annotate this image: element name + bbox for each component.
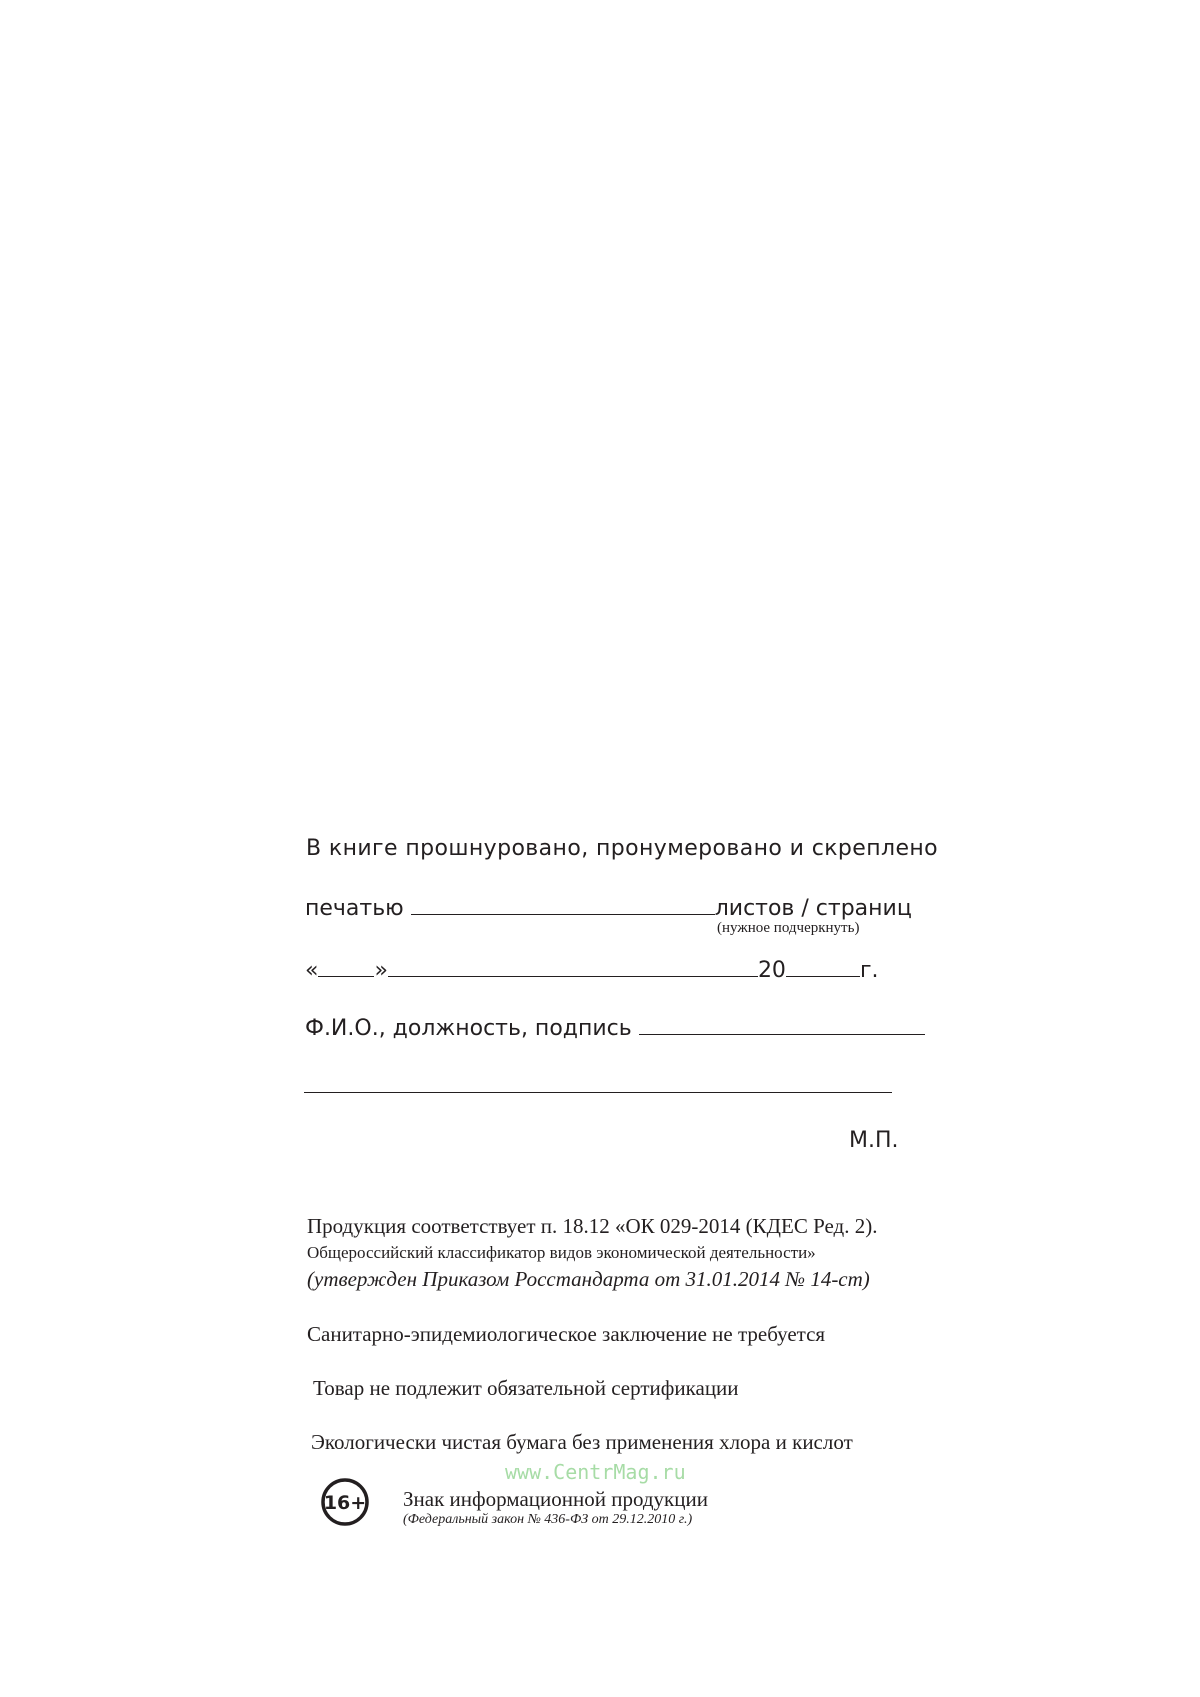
website-watermark: www.CentrMag.ru (505, 1460, 686, 1484)
date-close-quote: » (374, 958, 388, 983)
compliance-line-3: (утвержден Приказом Росстандарта от 31.01.2014 № 14-ст) (307, 1267, 870, 1291)
signature-line (305, 1012, 925, 1041)
stamp-place-label: М.П. (849, 1128, 899, 1153)
age-rating-badge-icon (320, 1477, 370, 1527)
info-product-sign-label: Знак информационной продукции (403, 1487, 708, 1511)
month-blank (388, 954, 758, 977)
seal-pages-line (305, 892, 912, 921)
compliance-line-1: Продукция соответствует п. 18.12 «ОК 029-2014 (КДЕС Ред. 2). (307, 1214, 878, 1238)
law-reference: (Федеральный закон № 436-ФЗ от 29.12.2010 г.) (403, 1512, 693, 1527)
day-blank (318, 954, 374, 977)
year-prefix: 20 (757, 958, 786, 983)
signature-label: Ф.И.О., должность, подпись (305, 1016, 632, 1041)
ecology-note: Экологически чистая бумага без применения хлора и кислот (311, 1430, 853, 1454)
year-suffix: г. (859, 958, 879, 983)
certification-note: Товар не подлежит обязательной сертификации (313, 1376, 739, 1400)
seal-label: печатью (305, 896, 404, 921)
signature-blank (639, 1012, 925, 1035)
binding-statement-line: В книге прошнуровано, пронумеровано и скреплено (306, 836, 939, 861)
compliance-line-2: Общероссийский классификатор видов экономической деятельности» (307, 1243, 816, 1262)
date-line (305, 954, 879, 983)
pages-count-blank (411, 892, 715, 915)
sanitary-note: Санитарно-эпидемиологическое заключение не требуется (307, 1322, 826, 1346)
age-rating-text: 16+ (323, 1492, 367, 1514)
pages-unit-label: листов / страниц (714, 896, 912, 921)
date-open-quote: « (305, 958, 319, 983)
extra-signature-blank (304, 1092, 892, 1093)
underline-hint: (нужное подчеркнуть) (717, 920, 860, 936)
year-blank (786, 954, 860, 977)
